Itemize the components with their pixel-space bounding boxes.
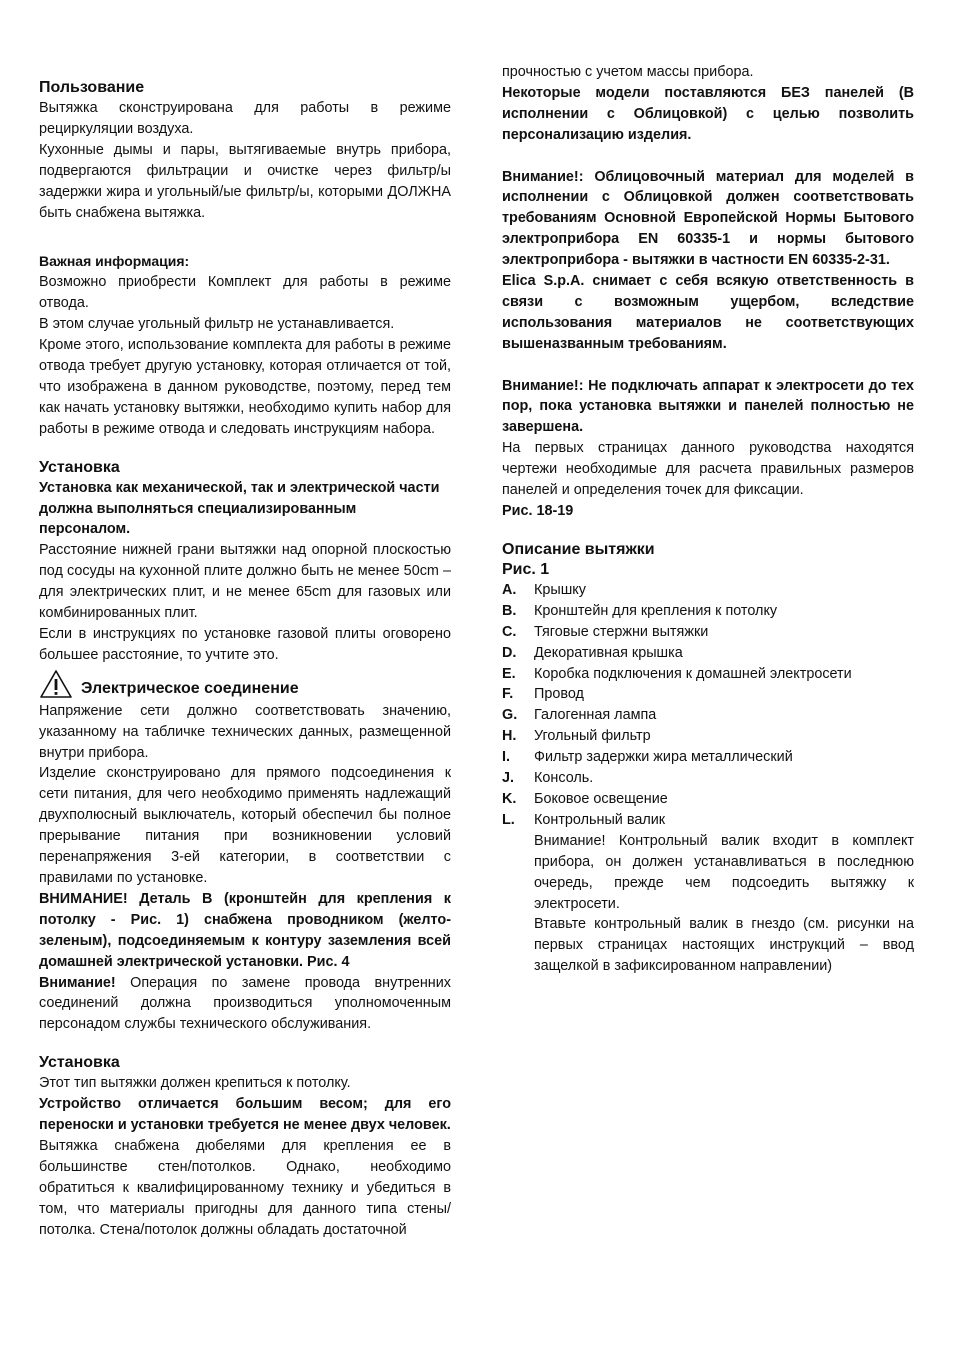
list-item — [502, 580, 914, 601]
section-description-title: Описание вытяжки — [502, 540, 655, 558]
list-item — [502, 726, 914, 747]
part-text: Консоль. — [534, 770, 594, 787]
part-text: Галогенная лампа — [534, 707, 657, 724]
part-letter: K. — [502, 790, 517, 807]
installation2-weight-warning: Устройство отличается большим весом; для его переноски и установки требуется не менее двух человек. — [39, 1096, 451, 1134]
part-text: Крышку — [534, 581, 586, 598]
control-roller-note-1: Внимание! Контрольный валик входит в комплект прибора, он должен устанавливаться в последнюю очередь, прежде чем подсоедить вытяжку к электросети. — [534, 832, 914, 912]
attention-text: Операция по замене провода внутренних соединений должна производиться уполномоченным персонадом службы технического обслуживания. — [39, 974, 451, 1033]
important-paragraph-3: Кроме этого, использование комплекта для работы в режиме отвода требует другую установку, которая отличается от той, что изображена в данном руководстве, поэтому, перед тем как начать установку вытяжки, необходимо купить набор для работы в режиме отвода и следовать инструкциям набора. — [39, 337, 451, 437]
part-text: Коробка подключения к домашней электросети — [534, 665, 852, 682]
part-text: Декоративная крышка — [534, 644, 683, 661]
connection-warning: Внимание!: Не подключать аппарат к электросети до тех пор, пока установка вытяжки и панелей полностью не завершена. — [502, 377, 914, 436]
left-column — [39, 62, 451, 1241]
section-usage-title: Пользование — [39, 79, 145, 96]
list-item — [502, 705, 914, 726]
figure-reference: Рис. 18-19 — [502, 503, 574, 519]
list-item — [502, 643, 914, 664]
important-info-title: Важная информация: — [39, 253, 190, 270]
important-paragraph-1: Возможно приобрести Комплект для работы в режиме отвода. — [39, 274, 451, 312]
section-installation-title: Установка — [39, 458, 120, 476]
list-item — [502, 747, 914, 768]
list-item — [502, 810, 914, 831]
parts-note — [502, 831, 914, 977]
description-figure-label: Рис. 1 — [502, 560, 550, 578]
installation-paragraph-1: Расстояние нижней грани вытяжки над опорной плоскостью под сосуды на кухонной плите должно быть не менее 50cm – для электрических плит, и не менее 65cm для газовых или комбинированных плит. — [39, 542, 451, 622]
part-text: Угольный фильтр — [534, 728, 651, 745]
electrical-paragraph-1: Напряжение сети должно соответствовать значению, указанному на табличке технических данных, размещенной внутри прибора. — [39, 702, 451, 761]
part-text: Тяговые стержни вытяжки — [534, 623, 709, 640]
list-item — [502, 622, 914, 643]
list-item — [502, 601, 914, 622]
part-text: Провод — [534, 686, 584, 703]
important-paragraph-2: В этом случае угольный фильтр не устанавливается. — [39, 316, 395, 333]
part-letter: D. — [502, 644, 517, 661]
part-letter: J. — [502, 770, 515, 787]
electrical-attention — [39, 973, 451, 1036]
elica-disclaimer: Elica S.p.A. снимает с себя всякую ответственность в связи с возможным ущербом, вследствие использования материалов не соответствующих вышеназванным требованиям. — [502, 273, 914, 352]
continued-text: прочностью с учетом массы прибора. — [502, 64, 754, 80]
installation2-paragraph-2: Вытяжка снабжена дюбелями для крепления ее в большинстве стен/потолков. Однако, необходимо обратиться к квалифицированному технику и убедиться в том, что материалы пригодны для данного типа стены/ потолка. Стена/потолок должны обладать достаточной — [39, 1137, 451, 1238]
installation2-paragraph-1: Этот тип вытяжки должен крепиться к потолку. — [39, 1075, 351, 1092]
attention-label: Внимание! — [39, 974, 116, 991]
list-item — [502, 789, 914, 810]
list-item — [502, 664, 914, 685]
part-letter: A. — [502, 581, 517, 598]
part-letter: L. — [502, 811, 515, 828]
panels-note-bold: Некоторые модели поставляются БЕЗ панелей (В исполнении с Облицовкой) с целью позволить персонализацию изделия. — [502, 84, 914, 143]
part-letter: G. — [502, 707, 518, 724]
part-letter: I. — [502, 749, 510, 766]
part-letter: B. — [502, 602, 517, 619]
list-item — [502, 684, 914, 705]
right-column — [502, 62, 914, 977]
part-text: Боковое освещение — [534, 790, 668, 807]
part-letter: C. — [502, 623, 517, 640]
control-roller-note-2: Втавьте контрольный валик в гнездо (см. рисунки на первых страницах настоящих инструкций – ввод защелкой в зафиксированном направлении) — [534, 916, 914, 975]
warning-triangle-icon — [39, 669, 73, 699]
installation-warning-bold: Установка как механической, так и электрической части должна выполняться специализированным персоналом. — [39, 479, 440, 538]
drawings-paragraph: На первых страницах данного руководства находятся чертежи необходимые для расчета правильных размеров панелей и определения точек для фиксации. — [502, 440, 914, 499]
part-letter: E. — [502, 665, 516, 682]
parts-list — [502, 580, 914, 831]
section-installation2-title: Установка — [39, 1054, 120, 1072]
electrical-paragraph-2: Изделие сконструировано для прямого подсоединения к сети питания, для чего необходимо применять надлежащий двухполюсный выключатель, который обеспечил бы полное прерывание питания при возникновении условий перенапряжения 3-ей категории, в соответствии с правилами по установке. — [39, 765, 451, 886]
installation-paragraph-2: Если в инструкциях по установке газовой плиты оговорено большее расстояние, то учтите это. — [39, 625, 451, 663]
section-electrical-title: Электрическое соединение — [81, 679, 299, 697]
usage-paragraph-1: Вытяжка сконструирована для работы в режиме рециркуляции воздуха. — [39, 100, 451, 137]
usage-paragraph-2: Кухонные дымы и пары, вытягиваемые внутрь прибора, подвергаются фильтрации и очистке через фильтр/ы задержки жира и угольный/ые фильтр/ы, которыми ДОЛЖНА быть снабжена вытяжка. — [39, 141, 451, 221]
cladding-warning: Внимание!: Облицовочный материал для моделей в исполнении с Облицовкой должен соответствовать требованиям Основной Европейской Нормы Бытового электроприбора EN 60335-1 и нормы бытового электроприбора - вытяжки в частности EN 60335-2-31. — [502, 168, 914, 269]
part-letter: F. — [502, 686, 514, 703]
part-text: Кронштейн для крепления к потолку — [534, 602, 778, 619]
list-item — [502, 768, 914, 789]
electrical-ground-warning: ВНИМАНИЕ! Деталь B (кронштейн для крепления к потолку - Рис. 1) снабжена проводником (желто-зеленым), подсоединяемым к контуру заземления всей домашней электрической установки. Рис. 4 — [39, 890, 451, 970]
part-text: Фильтр задержки жира металлический — [534, 749, 793, 766]
electrical-heading — [39, 666, 451, 699]
part-letter: H. — [502, 728, 517, 745]
part-text: Контрольный валик — [534, 811, 666, 828]
